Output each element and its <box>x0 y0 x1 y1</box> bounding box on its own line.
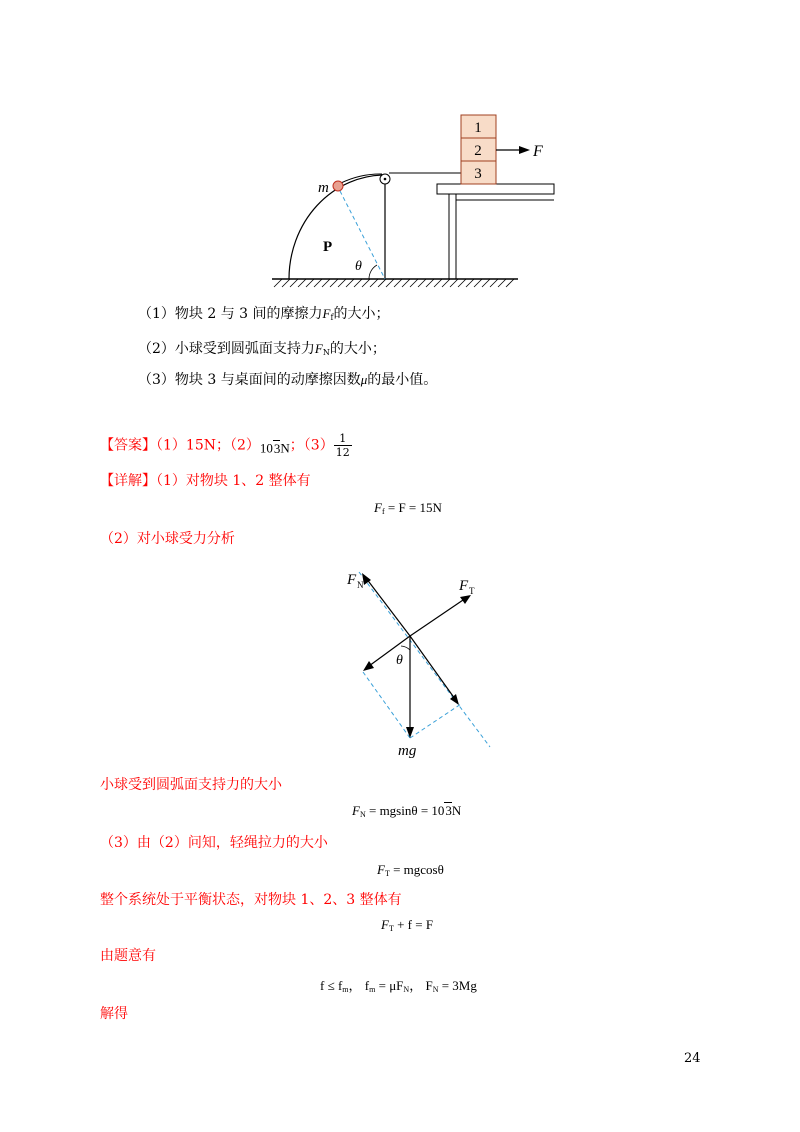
mass-label: m <box>318 180 329 196</box>
ft-label: F <box>459 578 469 594</box>
block-3-label: 3 <box>474 166 482 182</box>
question-3: （3）物块 3 与桌面间的动摩擦因数μ的最小值。 <box>138 372 438 388</box>
support-force-text: 小球受到圆弧面支持力的大小 <box>100 777 282 793</box>
mg-label: mg <box>398 743 417 759</box>
fn-label: F <box>347 572 357 588</box>
tension-force-arrow <box>410 598 466 636</box>
detail-tag: 【详解】 <box>100 473 156 489</box>
force-diagram <box>0 555 800 770</box>
ball <box>333 181 343 191</box>
answer-tag: 【答案】 <box>100 437 156 454</box>
block-2-label: 2 <box>474 143 482 159</box>
page-number: 24 <box>684 1051 701 1066</box>
block-1-label: 1 <box>474 120 482 136</box>
question-1: （1）物块 2 与 3 间的摩擦力$F_f$的大小； <box>138 306 390 322</box>
region-label: P <box>323 239 333 255</box>
system-equilibrium-text: 整个系统处于平衡状态，对物块 1、2、3 整体有 <box>100 892 402 908</box>
angle-label: θ <box>355 259 362 274</box>
table-top <box>437 184 554 194</box>
solve-text: 解得 <box>100 1006 128 1022</box>
given-text: 由题意有 <box>100 948 156 964</box>
ground-hatch <box>274 279 514 287</box>
equation-3: $F_T = mgcos\theta$ <box>377 862 444 878</box>
radius-dashed-line <box>340 191 385 279</box>
answer-line: 【答案】（1）15N；（2）103N；（3） $\frac{1}{12}$ <box>100 432 350 459</box>
equation-4: $F_T + f = F$ <box>381 917 434 933</box>
detail-step-1: 【详解】（1）对物块 1、2 整体有 <box>100 473 311 489</box>
equation-1: $F_f = F = 15N$ <box>374 500 442 516</box>
question-2: （2）小球受到圆弧面支持力$F_N$的大小； <box>138 341 386 357</box>
detail-step-2: （2）对小球受力分析 <box>100 531 235 547</box>
force-label: F <box>533 143 543 160</box>
figure-setup <box>0 0 800 300</box>
equation-2: $F_N = mgsin\theta = 103N$ <box>352 803 462 819</box>
normal-force-arrow <box>366 578 410 636</box>
theta-label: θ <box>396 653 403 668</box>
svg-text:T: T <box>469 586 475 596</box>
detail-step-3: （3）由（2）问知，轻绳拉力的大小 <box>100 835 328 851</box>
svg-text:N: N <box>357 580 364 590</box>
equation-5: $f \le f_m$， $f_m = \mu F_N$， $F_N = 3Mg$ <box>320 978 477 994</box>
